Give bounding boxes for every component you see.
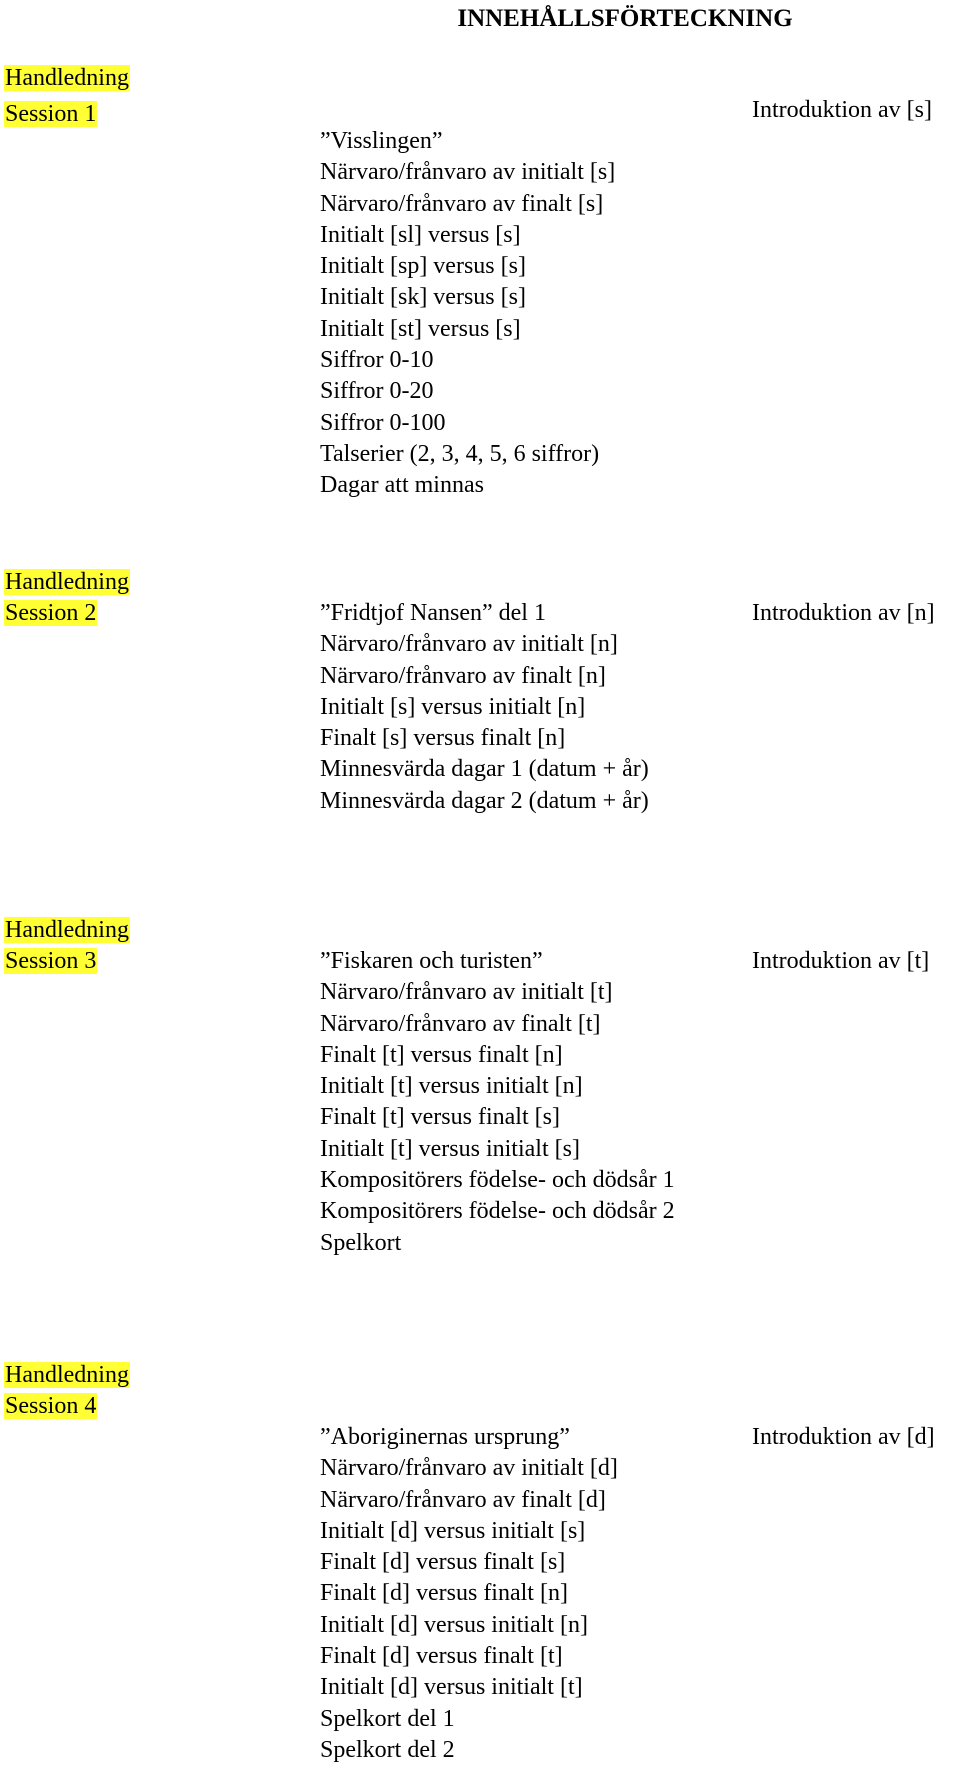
list-item: Initialt [sl] versus [s] (320, 221, 521, 248)
list-item: Initialt [st] versus [s] (320, 315, 521, 342)
list-item: Siffror 0-10 (320, 347, 434, 374)
session-items-3 (320, 946, 675, 1259)
list-item: Kompositörers födelse- och dödsår 2 (320, 1198, 675, 1225)
list-item: ”Fiskaren och turisten” (320, 948, 543, 974)
list-item: ”Visslingen” (320, 128, 443, 154)
list-item: Initialt [sk] versus [s] (320, 284, 526, 311)
list-item: Närvaro/frånvaro av finalt [n] (320, 662, 606, 689)
session-label-1: Session 1 (5, 101, 97, 127)
list-item: Närvaro/frånvaro av finalt [d] (320, 1486, 606, 1513)
list-item: Närvaro/frånvaro av initialt [s] (320, 159, 616, 186)
list-item: Siffror 0-100 (320, 409, 446, 436)
session-intro-4: Introduktion av [d] (752, 1424, 935, 1450)
list-item: Närvaro/frånvaro av initialt [d] (320, 1455, 618, 1482)
list-item: Spelkort del 1 (320, 1705, 455, 1732)
page-title: INNEHÅLLSFÖRTECKNING (457, 5, 793, 32)
session-items-2 (320, 598, 649, 817)
guide-label-1: Handledning (5, 65, 129, 91)
list-item: Finalt [d] versus finalt [s] (320, 1549, 566, 1576)
session-items-1 (320, 126, 615, 502)
list-item: Initialt [t] versus initialt [s] (320, 1135, 580, 1162)
guide-label-4: Handledning (5, 1362, 129, 1388)
session-intro-2: Introduktion av [n] (752, 600, 935, 626)
session-intro-3: Introduktion av [t] (752, 948, 930, 974)
list-item: Minnesvärda dagar 1 (datum + år) (320, 756, 649, 783)
list-item: Initialt [sp] versus [s] (320, 253, 526, 280)
session-label-2: Session 2 (5, 600, 97, 626)
list-item: Närvaro/frånvaro av finalt [t] (320, 1010, 601, 1037)
list-item: Närvaro/frånvaro av initialt [t] (320, 979, 613, 1006)
list-item: Finalt [s] versus finalt [n] (320, 725, 566, 752)
session-label-4: Session 4 (5, 1393, 97, 1419)
list-item: Finalt [d] versus finalt [t] (320, 1643, 563, 1670)
list-item: Finalt [d] versus finalt [n] (320, 1580, 568, 1607)
list-item: Initialt [s] versus initialt [n] (320, 693, 586, 720)
list-item: Initialt [d] versus initialt [t] (320, 1674, 583, 1701)
list-item: Finalt [t] versus finalt [s] (320, 1104, 560, 1131)
session-intro-1: Introduktion av [s] (752, 97, 932, 123)
list-item: Initialt [d] versus initialt [s] (320, 1517, 586, 1544)
list-item: Dagar att minnas (320, 472, 484, 499)
list-item: Finalt [t] versus finalt [n] (320, 1041, 563, 1068)
list-item: ”Fridtjof Nansen” del 1 (320, 600, 546, 626)
guide-label-2: Handledning (5, 569, 129, 595)
list-item: Spelkort (320, 1229, 402, 1256)
session-items-4 (320, 1422, 618, 1766)
list-item: Siffror 0-20 (320, 378, 434, 405)
list-item: Kompositörers födelse- och dödsår 1 (320, 1167, 675, 1194)
list-item: Spelkort del 2 (320, 1736, 455, 1763)
list-item: Initialt [d] versus initialt [n] (320, 1611, 588, 1638)
list-item: Närvaro/frånvaro av initialt [n] (320, 631, 618, 658)
list-item: Talserier (2, 3, 4, 5, 6 siffror) (320, 440, 600, 467)
list-item: Närvaro/frånvaro av finalt [s] (320, 190, 604, 217)
list-item: ”Aboriginernas ursprung” (320, 1424, 570, 1450)
list-item: Minnesvärda dagar 2 (datum + år) (320, 787, 649, 814)
list-item: Initialt [t] versus initialt [n] (320, 1073, 583, 1100)
session-label-3: Session 3 (5, 948, 97, 974)
guide-label-3: Handledning (5, 917, 129, 943)
